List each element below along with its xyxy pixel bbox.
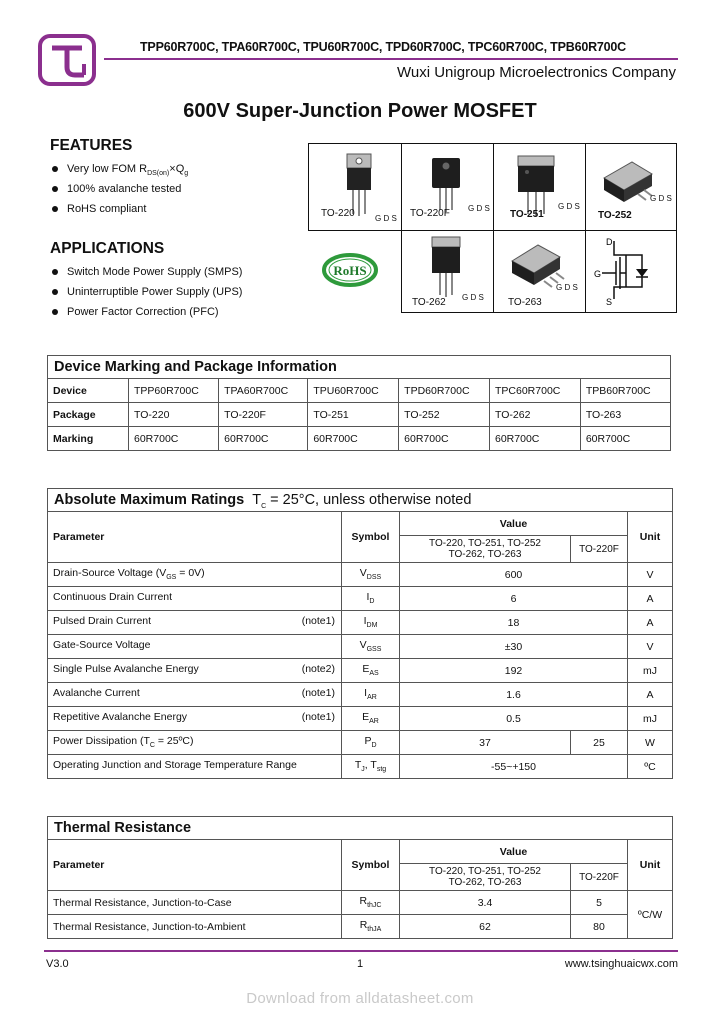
applications-list bbox=[50, 262, 242, 322]
applications-heading: APPLICATIONS bbox=[50, 240, 165, 257]
abs-max-header bbox=[47, 488, 673, 512]
bullet-icon bbox=[52, 186, 58, 192]
header-part-numbers: TPP60R700C, TPA60R700C, TPU60R700C, TPD60R700C, TPC60R700C, TPB60R700C bbox=[140, 40, 626, 54]
package-to263 bbox=[493, 230, 586, 313]
thermal-table bbox=[47, 839, 673, 939]
package-label: TO-252 bbox=[598, 210, 632, 221]
bullet-icon bbox=[52, 166, 58, 172]
page-title: 600V Super-Junction Power MOSFET bbox=[183, 100, 537, 122]
package-label: TO-251 bbox=[510, 209, 544, 220]
pin-labels: G D S bbox=[650, 194, 672, 203]
marking-table-header bbox=[47, 355, 671, 379]
svg-text:S: S bbox=[606, 297, 613, 307]
abs-max-table bbox=[47, 511, 673, 779]
table-row: Drain-Source Voltage $(V_{GS} = 0V)$ $V_{DSS}$ 600 V bbox=[48, 563, 673, 587]
pin-labels: G D S bbox=[462, 293, 484, 302]
pin-labels: G D S bbox=[558, 202, 580, 211]
header-company: Wuxi Unigroup Microelectronics Company bbox=[397, 64, 676, 81]
list-item: Switch Mode Power Supply (SMPS) bbox=[50, 262, 242, 282]
footer-divider bbox=[44, 950, 678, 952]
table-row: Pulsed Drain Current (note1) $I_{DM}$ 18 A bbox=[48, 611, 673, 635]
svg-text:D: D bbox=[606, 237, 613, 247]
footer-page-number: 1 bbox=[357, 958, 364, 970]
bullet-icon bbox=[52, 206, 58, 212]
list-item: Uninterruptible Power Supply (UPS) bbox=[50, 282, 242, 302]
table-row: Single Pulse Avalanche Energy (note2) $E_{AS}$ 192 mJ bbox=[48, 659, 673, 683]
package-label: TO-262 bbox=[412, 297, 446, 308]
list-item: Very low FOM $R_{DS(on)}\times Q_g$ bbox=[50, 159, 188, 179]
table-row: Parameter Symbol Value Unit bbox=[48, 512, 673, 536]
package-to252 bbox=[585, 143, 677, 231]
table-row: TO-220, TO-251, TO-252 TO-262, TO-263 TO-220F bbox=[48, 864, 673, 891]
table-row: Parameter Symbol Value Unit bbox=[48, 840, 673, 864]
features-heading: FEATURES bbox=[50, 137, 133, 154]
table-row: Operating Junction and Storage Temperature Range $T_J$, $T_{stg}$ -55~+150 ºC bbox=[48, 755, 673, 779]
package-label: TO-220 bbox=[321, 208, 355, 219]
package-label: TO-220F bbox=[410, 208, 450, 219]
table-row: Power Dissipation ($T_C$ = 25ºC) $P_D$ 37 25 W bbox=[48, 731, 673, 755]
header-divider bbox=[104, 58, 678, 60]
package-to262 bbox=[401, 230, 494, 313]
table-row: Thermal Resistance, Junction-to-Case $R_{thJC}$ 3.4 5 ºC/W bbox=[48, 891, 673, 915]
list-item: 100% avalanche tested bbox=[50, 179, 188, 199]
bullet-icon bbox=[52, 269, 58, 275]
table-row: Package TO-220 TO-220F TO-251 TO-252 TO-262 TO-263 bbox=[48, 403, 671, 427]
table-row: Marking 60R700C 60R700C 60R700C 60R700C 60R700C 60R700C bbox=[48, 427, 671, 451]
watermark: Download from alldatasheet.com bbox=[246, 990, 474, 1007]
table-row: Avalanche Current (note1) $I_{AR}$ 1.6 A bbox=[48, 683, 673, 707]
package-to220f bbox=[401, 143, 494, 231]
marking-table bbox=[47, 378, 671, 451]
table-row: Device TPP60R700C TPA60R700C TPU60R700C TPD60R700C TPC60R700C TPB60R700C bbox=[48, 379, 671, 403]
thermal-title: Thermal Resistance bbox=[54, 820, 192, 836]
company-logo bbox=[38, 34, 96, 86]
list-item: RoHS compliant bbox=[50, 199, 188, 219]
bullet-icon bbox=[52, 309, 58, 315]
abs-max-title: Absolute Maximum Ratings $T_C = 25^\circ C$, unless otherwise noted bbox=[54, 492, 472, 510]
rohs-text: RoHS bbox=[333, 263, 367, 278]
mosfet-symbol-icon bbox=[586, 231, 676, 312]
mosfet-schematic bbox=[585, 230, 677, 313]
marking-table-title: Device Marking and Package Information bbox=[54, 359, 337, 375]
package-label: TO-263 bbox=[508, 297, 542, 308]
footer-website[interactable]: www.tsinghuaicwx.com bbox=[564, 958, 678, 970]
table-row: Continuous Drain Current $I_D$ 6 A bbox=[48, 587, 673, 611]
package-to251 bbox=[493, 143, 586, 231]
table-row: Thermal Resistance, Junction-to-Ambient $R_{thJA}$ 62 80 bbox=[48, 915, 673, 939]
table-row: Repetitive Avalanche Energy (note1) $E_{AR}$ 0.5 mJ bbox=[48, 707, 673, 731]
package-images bbox=[308, 143, 677, 313]
table-row: TO-220, TO-251, TO-252 TO-262, TO-263 TO-220F bbox=[48, 536, 673, 563]
pin-labels: G D S bbox=[375, 214, 397, 223]
bullet-icon bbox=[52, 289, 58, 295]
pin-labels: G D S bbox=[468, 204, 490, 213]
footer-version: V3.0 bbox=[46, 958, 69, 970]
package-to220 bbox=[308, 143, 402, 231]
pin-labels: G D S bbox=[556, 283, 578, 292]
features-list bbox=[50, 159, 188, 219]
svg-text:G: G bbox=[594, 269, 602, 279]
thermal-header bbox=[47, 816, 673, 840]
list-item: Power Factor Correction (PFC) bbox=[50, 302, 242, 322]
table-row: Gate-Source Voltage $V_{GSS}$ ±30 V bbox=[48, 635, 673, 659]
